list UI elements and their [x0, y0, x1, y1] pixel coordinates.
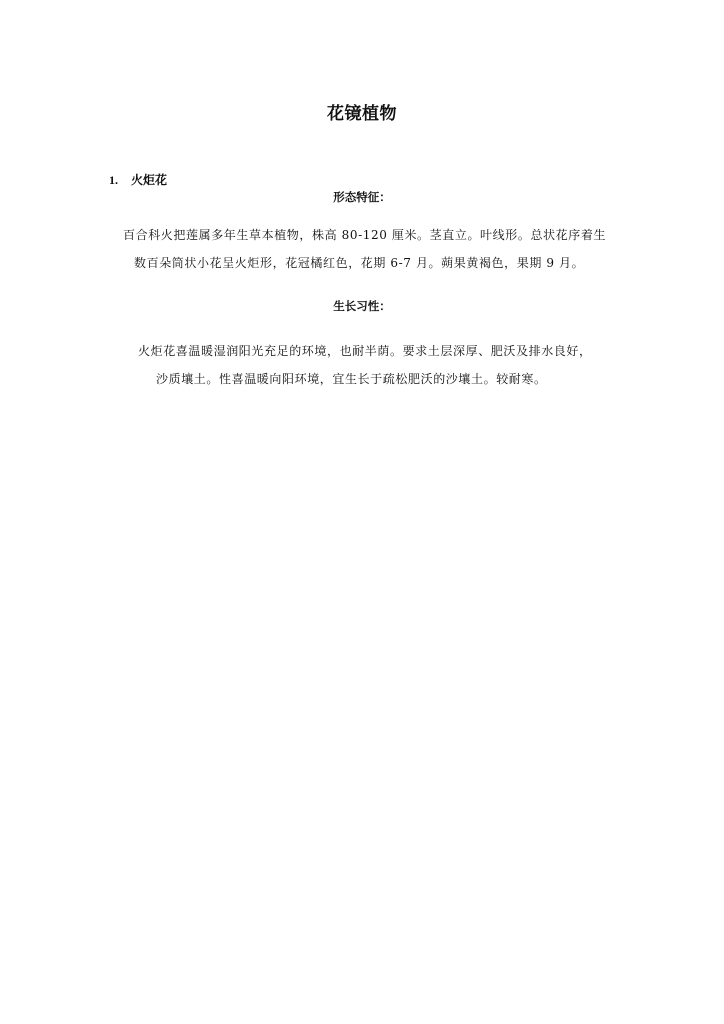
morphology-heading: 形态特征：: [333, 190, 391, 204]
section-heading: [109, 172, 167, 188]
habit-heading: 生长习性：: [333, 299, 391, 313]
morphology-paragraph-line: 百合科火把莲属多年生草本植物，株高 80-120 厘米。茎直立。叶线形。总状花序着生: [123, 228, 607, 242]
habit-paragraph-line: 沙质壤土。性喜温暖向阳环境，宜生长于疏松肥沃的沙壤土。较耐寒。: [156, 372, 547, 386]
section-number: 1.: [109, 173, 118, 187]
page-title: 花镜植物: [327, 104, 397, 124]
habit-paragraph-line: 火炬花喜温暖湿润阳光充足的环境，也耐半荫。要求土层深厚、肥沃及排水良好，: [138, 344, 592, 358]
morphology-paragraph-line: 数百朵筒状小花呈火炬形，花冠橘红色，花期 6-7 月。蒴果黄褐色，果期 9 月。: [134, 256, 585, 270]
section-name: 火炬花: [131, 173, 168, 187]
